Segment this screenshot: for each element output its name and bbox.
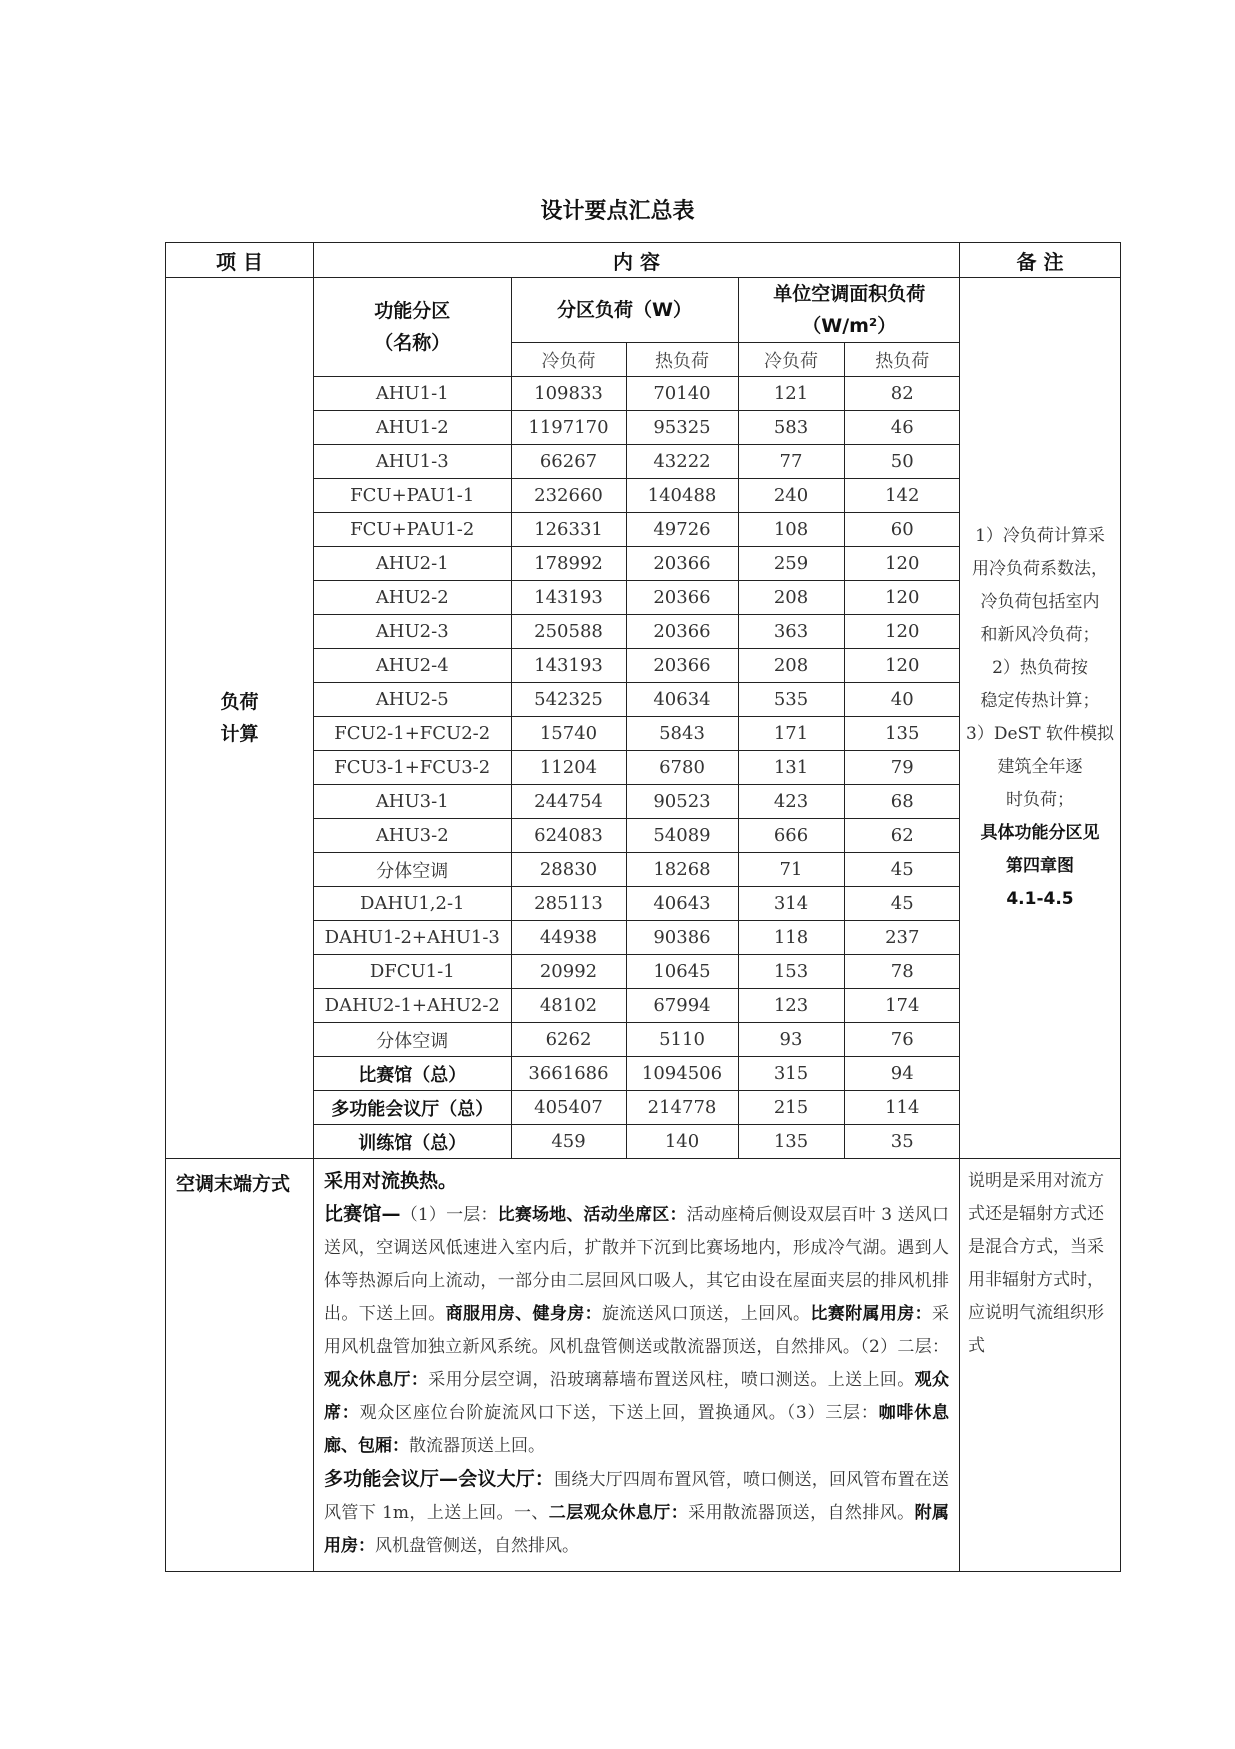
note-line: 稳定传热计算； (980, 691, 1100, 711)
zone-cool-load: 244754 (511, 785, 626, 819)
zone-name: FCU+PAU1-1 (314, 479, 511, 513)
unit-heat-load: 60 (844, 513, 960, 547)
zone-heat-load: 10645 (626, 955, 738, 989)
terminal-remark: 说明是采用对流方式还是辐射方式还是混合方式，当采用非辐射方式时，应说明气流组织形式 (960, 1159, 1121, 1572)
terminal-paragraph-1 (324, 1198, 949, 1463)
design-summary-table (165, 242, 1121, 1572)
load-row (314, 785, 960, 819)
text-run: 风机盘管侧送，自然排风。 (375, 1536, 579, 1556)
zone-cool-load: 20992 (511, 955, 626, 989)
terminal-heading: 采用对流换热。 (324, 1170, 458, 1192)
zone-name: DAHU1,2-1 (314, 887, 511, 921)
load-row (314, 547, 960, 581)
unit-heat-load-header: 热负荷 (844, 343, 960, 377)
unit-cool-load: 77 (738, 445, 844, 479)
header-content: 内 容 (314, 243, 960, 278)
zone-cool-load: 542325 (511, 683, 626, 717)
note-line: 建筑全年逐 (997, 757, 1083, 777)
load-row (314, 649, 960, 683)
zone-cool-load: 1197170 (511, 411, 626, 445)
zone-heat-load: 90523 (626, 785, 738, 819)
zone-heat-load: 20366 (626, 649, 738, 683)
text-run: 采用风机盘管加独立新风系统。风机盘管侧送或散流器顶送，自然排风。（2）二层： (324, 1304, 950, 1357)
zone-name: 分体空调 (314, 1023, 511, 1057)
load-row (314, 377, 960, 411)
header-row (166, 243, 1121, 278)
bold-term: 比赛场地、活动坐席区： (497, 1205, 687, 1225)
zone-name: DAHU1-2+AHU1-3 (314, 921, 511, 955)
unit-cool-load: 363 (738, 615, 844, 649)
zone-name: AHU2-5 (314, 683, 511, 717)
bold-term: 咖啡休息廊、包厢： (324, 1403, 950, 1456)
terminal-content (314, 1159, 960, 1572)
unit-cool-load: 121 (738, 377, 844, 411)
zone-header-line1: 功能分区 (374, 300, 451, 322)
unit-heat-load: 46 (844, 411, 960, 445)
zone-heat-load: 67994 (626, 989, 738, 1023)
unit-heat-load: 76 (844, 1023, 960, 1057)
heat-load-header: 热负荷 (626, 343, 738, 377)
bold-term: 二层观众休息厅： (548, 1503, 689, 1523)
text-run: 围绕大厅四周布置风管，喷口侧送，回风管布置在送风管下 1m，上送上回。一、 (324, 1470, 949, 1523)
zone-name: AHU3-1 (314, 785, 511, 819)
load-row (314, 955, 960, 989)
load-row (314, 411, 960, 445)
zone-name: AHU1-1 (314, 377, 511, 411)
zone-heat-load: 20366 (626, 581, 738, 615)
note-line: 3）DeST 软件模拟 (966, 724, 1114, 744)
zone-cool-load: 405407 (511, 1091, 626, 1125)
terminal-paragraph-2 (324, 1463, 949, 1563)
load-label (166, 278, 314, 1159)
text-run: 观众区座位台阶旋流风口下送，下送上回，置换通风。（3）三层： (359, 1403, 879, 1423)
unit-heat-load: 120 (844, 547, 960, 581)
unit-cool-load: 131 (738, 751, 844, 785)
zone-heat-load: 43222 (626, 445, 738, 479)
unit-heat-load: 120 (844, 649, 960, 683)
unit-cool-load: 153 (738, 955, 844, 989)
unit-heat-load: 237 (844, 921, 960, 955)
zone-name: DFCU1-1 (314, 955, 511, 989)
load-total-row (314, 1057, 960, 1091)
unit-cool-load: 118 (738, 921, 844, 955)
zone-name: 训练馆（总） (314, 1125, 511, 1159)
unit-heat-load: 82 (844, 377, 960, 411)
zone-cool-load: 178992 (511, 547, 626, 581)
unit-cool-load: 71 (738, 853, 844, 887)
zone-heat-load: 95325 (626, 411, 738, 445)
load-row (314, 717, 960, 751)
header-item: 项 目 (166, 243, 314, 278)
zone-name: FCU3-1+FCU3-2 (314, 751, 511, 785)
zone-cool-load: 28830 (511, 853, 626, 887)
text-run: （1）一层： (400, 1205, 498, 1225)
unit-heat-load: 120 (844, 581, 960, 615)
zone-cool-load: 66267 (511, 445, 626, 479)
bold-term: 观众席： (324, 1370, 950, 1423)
note-bold-line: 第四章图 (1006, 856, 1074, 876)
unit-heat-load: 79 (844, 751, 960, 785)
zone-name: DAHU2-1+AHU2-2 (314, 989, 511, 1023)
zone-cool-load: 143193 (511, 649, 626, 683)
unit-cool-load: 315 (738, 1057, 844, 1091)
unit-heat-load: 114 (844, 1091, 960, 1125)
unit-cool-load-header: 冷负荷 (738, 343, 844, 377)
terminal-label: 空调末端方式 (166, 1159, 314, 1572)
bold-term: 附属用房： (324, 1503, 950, 1556)
zone-cool-load: 624083 (511, 819, 626, 853)
text-run: 采用散流器顶送，自然排风。 (688, 1503, 915, 1523)
zone-heat-load: 40643 (626, 887, 738, 921)
load-row (314, 853, 960, 887)
load-total-row (314, 1091, 960, 1125)
unit-cool-load: 240 (738, 479, 844, 513)
zone-heat-load: 140488 (626, 479, 738, 513)
load-label-line2: 计算 (220, 723, 259, 745)
load-table (314, 278, 960, 1158)
load-row (314, 683, 960, 717)
zone-cool-load: 44938 (511, 921, 626, 955)
unit-heat-load: 78 (844, 955, 960, 989)
text-run: 旋流送风口顶送，上回风。 (601, 1304, 811, 1324)
zone-cool-load: 15740 (511, 717, 626, 751)
zone-name: AHU2-1 (314, 547, 511, 581)
load-row (314, 615, 960, 649)
note-line: 1）冷负荷计算采 (975, 526, 1105, 546)
load-row (314, 1023, 960, 1057)
zone-cool-load: 48102 (511, 989, 626, 1023)
load-row (314, 887, 960, 921)
unit-cool-load: 208 (738, 581, 844, 615)
load-row (314, 921, 960, 955)
zone-heat-load: 70140 (626, 377, 738, 411)
load-row (314, 819, 960, 853)
text-run: 活动座椅后侧设双层百叶 3 送风口送风，空调送风低速进入室内后，扩散并下沉到比赛场地内，形成冷气湖。遇到人体等热源后向上流动，一部分由二层回风口吸人，其它由设在屋面夹层的排风机排出。下送上回。 (324, 1205, 949, 1324)
bold-term: 比赛附属用房： (810, 1304, 933, 1324)
note-line: 2）热负荷按 (992, 658, 1088, 678)
bold-term: 商服用房、健身房： (445, 1304, 602, 1324)
unit-cool-load: 171 (738, 717, 844, 751)
note-bold-line: 4.1-4.5 (1006, 889, 1074, 909)
unit-cool-load: 583 (738, 411, 844, 445)
zone-heat-load: 6780 (626, 751, 738, 785)
unit-heat-load: 120 (844, 615, 960, 649)
unit-heat-load: 142 (844, 479, 960, 513)
zone-heat-load: 5110 (626, 1023, 738, 1057)
zone-name: AHU1-3 (314, 445, 511, 479)
text-run: 采用分层空调，沿玻璃幕墙布置送风柱，喷口测送。上送上回。 (428, 1370, 915, 1390)
zone-heat-load: 49726 (626, 513, 738, 547)
load-row (314, 445, 960, 479)
zone-header (314, 278, 511, 377)
unit-heat-load: 62 (844, 819, 960, 853)
zone-name: FCU2-1+FCU2-2 (314, 717, 511, 751)
load-row (314, 581, 960, 615)
zone-cool-load: 232660 (511, 479, 626, 513)
unit-load-header (738, 278, 960, 343)
unit-cool-load: 314 (738, 887, 844, 921)
unit-cool-load: 535 (738, 683, 844, 717)
unit-cool-load: 208 (738, 649, 844, 683)
unit-load-header-line2: （W/m²） (802, 315, 897, 337)
zone-heat-load: 214778 (626, 1091, 738, 1125)
bold-term: 多功能会议厅—会议大厅： (324, 1468, 555, 1490)
zone-header-line2: （名称） (374, 332, 451, 354)
zone-heat-load: 90386 (626, 921, 738, 955)
unit-cool-load: 123 (738, 989, 844, 1023)
zone-cool-load: 109833 (511, 377, 626, 411)
zone-heat-load: 40634 (626, 683, 738, 717)
note-line: 冷负荷包括室内 (980, 592, 1100, 612)
zone-cool-load: 285113 (511, 887, 626, 921)
header-remark: 备 注 (960, 243, 1121, 278)
unit-cool-load: 135 (738, 1125, 844, 1159)
cool-load-header: 冷负荷 (511, 343, 626, 377)
unit-load-header-line1: 单位空调面积负荷 (773, 283, 926, 305)
zone-heat-load: 140 (626, 1125, 738, 1159)
zone-load-header: 分区负荷（W） (511, 278, 738, 343)
unit-cool-load: 423 (738, 785, 844, 819)
terminal-section (166, 1159, 1121, 1572)
unit-heat-load: 40 (844, 683, 960, 717)
zone-heat-load: 1094506 (626, 1057, 738, 1091)
load-row (314, 479, 960, 513)
unit-heat-load: 45 (844, 887, 960, 921)
unit-cool-load: 259 (738, 547, 844, 581)
zone-cool-load: 126331 (511, 513, 626, 547)
zone-name: AHU1-2 (314, 411, 511, 445)
load-remark (960, 278, 1121, 1159)
unit-heat-load: 35 (844, 1125, 960, 1159)
zone-heat-load: 54089 (626, 819, 738, 853)
zone-cool-load: 459 (511, 1125, 626, 1159)
unit-cool-load: 666 (738, 819, 844, 853)
zone-name: 比赛馆（总） (314, 1057, 511, 1091)
zone-heat-load: 20366 (626, 615, 738, 649)
bold-term: 比赛馆— (324, 1203, 401, 1225)
unit-cool-load: 108 (738, 513, 844, 547)
unit-cool-load: 215 (738, 1091, 844, 1125)
bold-term: 观众休息厅： (324, 1370, 429, 1390)
unit-heat-load: 68 (844, 785, 960, 819)
load-row (314, 751, 960, 785)
zone-name: 多功能会议厅（总） (314, 1091, 511, 1125)
note-bold-line: 具体功能分区见 (980, 823, 1100, 843)
zone-heat-load: 20366 (626, 547, 738, 581)
zone-name: FCU+PAU1-2 (314, 513, 511, 547)
zone-name: AHU2-2 (314, 581, 511, 615)
load-label-line1: 负荷 (220, 691, 259, 713)
zone-cool-load: 3661686 (511, 1057, 626, 1091)
zone-cool-load: 143193 (511, 581, 626, 615)
zone-name: AHU3-2 (314, 819, 511, 853)
load-row (314, 513, 960, 547)
note-line: 时负荷； (1006, 790, 1074, 810)
page-title: 设计要点汇总表 (540, 199, 695, 224)
text-run: 散流器顶送上回。 (409, 1436, 545, 1456)
zone-heat-load: 18268 (626, 853, 738, 887)
zone-cool-load: 250588 (511, 615, 626, 649)
load-row (314, 989, 960, 1023)
load-total-row (314, 1125, 960, 1159)
load-section (166, 278, 1121, 1159)
unit-cool-load: 93 (738, 1023, 844, 1057)
unit-heat-load: 174 (844, 989, 960, 1023)
zone-cool-load: 6262 (511, 1023, 626, 1057)
zone-cool-load: 11204 (511, 751, 626, 785)
unit-heat-load: 50 (844, 445, 960, 479)
unit-heat-load: 94 (844, 1057, 960, 1091)
note-line: 和新风冷负荷； (980, 625, 1100, 645)
zone-name: AHU2-3 (314, 615, 511, 649)
note-line: 用冷负荷系数法， (972, 559, 1108, 579)
zone-name: AHU2-4 (314, 649, 511, 683)
zone-heat-load: 5843 (626, 717, 738, 751)
unit-heat-load: 135 (844, 717, 960, 751)
zone-name: 分体空调 (314, 853, 511, 887)
load-header-row (314, 278, 960, 343)
load-table-cell (314, 278, 960, 1159)
unit-heat-load: 45 (844, 853, 960, 887)
